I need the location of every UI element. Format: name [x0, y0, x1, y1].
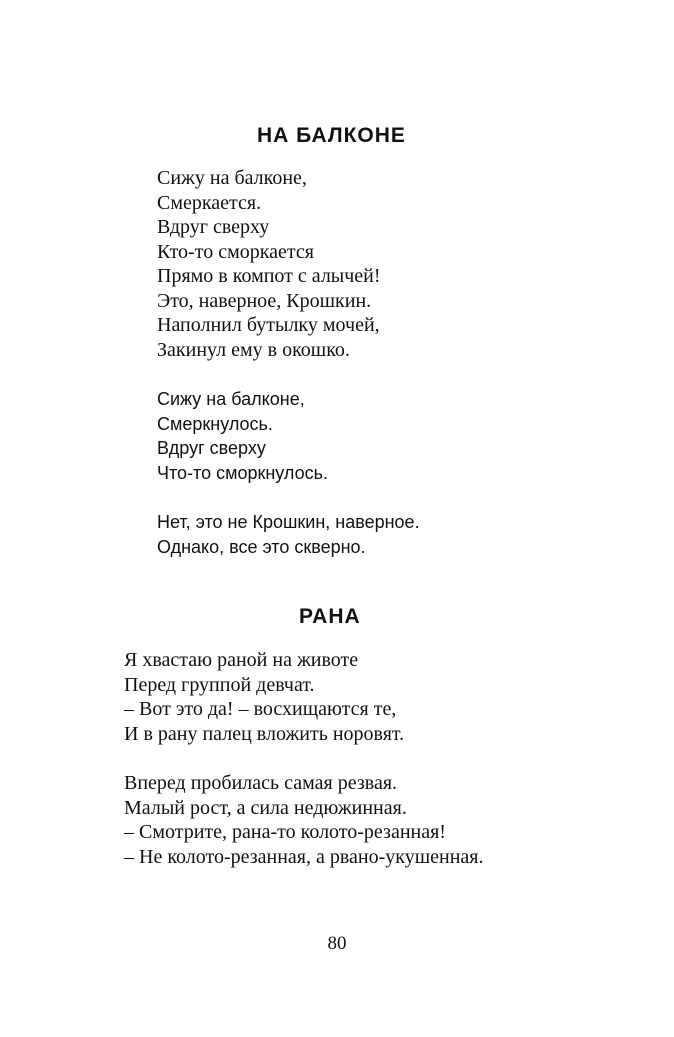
- poem-line: Закинул ему в окошко.: [157, 338, 350, 361]
- poem-title-rana: РАНА: [299, 605, 361, 628]
- poem-line: Сижу на балконе,: [157, 389, 305, 409]
- poem-line: Наполнил бутылку мочей,: [157, 314, 380, 336]
- poem-line: Вдруг сверху: [157, 216, 270, 238]
- poem-title-na-balkone: НА БАЛКОНЕ: [257, 124, 406, 147]
- stanza: [157, 166, 420, 362]
- poem-line: Кто-то сморкается: [157, 240, 314, 263]
- poem-line: И в рану палец вложить норовят.: [124, 722, 405, 745]
- poem-line: Смеркается.: [157, 191, 262, 214]
- stanza: [124, 648, 483, 746]
- poem-line: Это, наверное, Крошкин.: [157, 289, 372, 312]
- poem-line: Вперед пробилась самая резвая.: [124, 772, 398, 794]
- poem-line: Я хвастаю раной на животе: [124, 649, 359, 671]
- poem-line: – Смотрите, рана-то колото-резанная!: [124, 821, 446, 843]
- stanza: [157, 510, 420, 559]
- poem-body-na-balkone: [157, 166, 420, 559]
- poem-line: – Не колото-резанная, а рвано-укушенная.: [124, 845, 484, 868]
- poem-line: Нет, это не Крошкин, наверное.: [157, 512, 420, 532]
- poem-line: Вдруг сверху: [157, 438, 266, 458]
- page-number: 80: [327, 933, 347, 954]
- poem-line: Перед группой девчат.: [124, 673, 315, 696]
- poem-line: Однако, все это скверно.: [157, 536, 366, 557]
- stanza: [157, 387, 420, 485]
- stanza: [124, 771, 483, 869]
- poem-line: Малый рост, а сила недюжинная.: [124, 796, 407, 819]
- poem-line: Сижу на балконе,: [157, 167, 307, 189]
- poem-line: Смеркнулось.: [157, 413, 273, 434]
- poem-body-rana: [124, 648, 483, 869]
- poem-line: Что-то сморкнулось.: [157, 462, 329, 483]
- poem-line: – Вот это да! – восхищаются те,: [124, 698, 397, 720]
- poem-line: Прямо в компот с алычей!: [157, 265, 381, 287]
